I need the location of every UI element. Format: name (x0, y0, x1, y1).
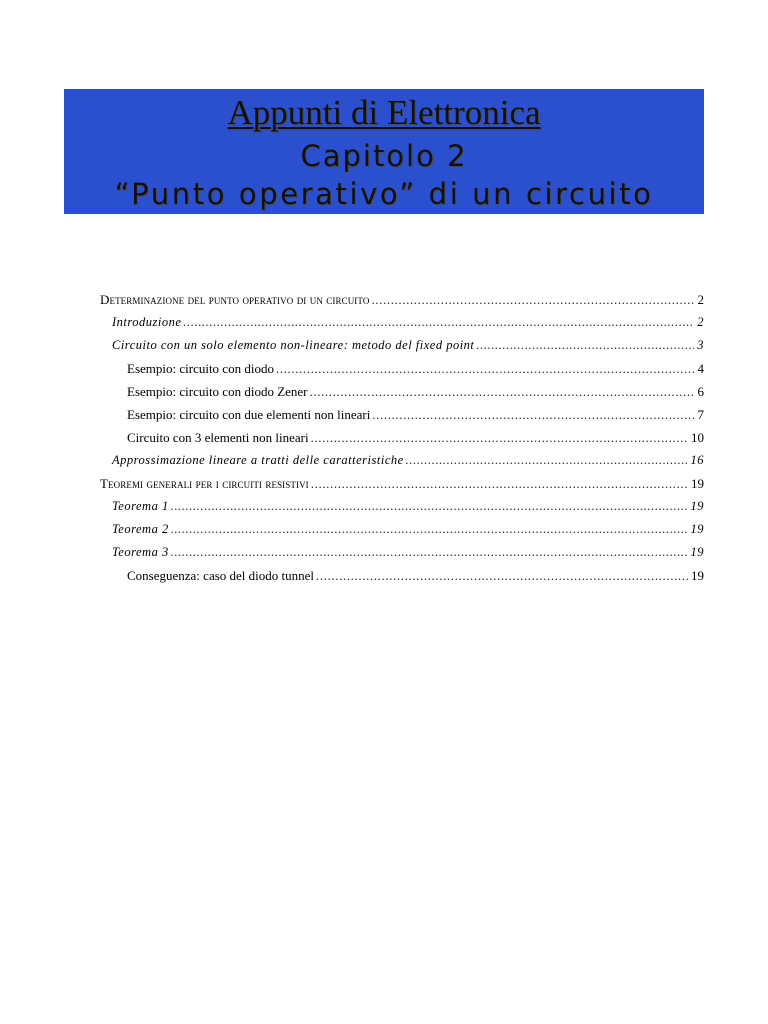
toc-entry[interactable] (100, 311, 704, 334)
toc-entry-page: 19 (690, 499, 704, 513)
toc-entry[interactable] (100, 541, 704, 564)
toc-entry-label: Esempio: circuito con diodo (127, 361, 274, 376)
toc-entry[interactable] (100, 403, 704, 426)
toc-leader-dots (276, 357, 695, 380)
toc-leader-dots (406, 449, 688, 472)
toc-entry-page: 16 (690, 453, 704, 467)
toc-entry[interactable] (100, 472, 704, 495)
toc-entry-page: 4 (697, 361, 704, 376)
chapter-number: Capitolo 2 (300, 139, 468, 173)
toc-entry-page: 2 (697, 292, 704, 307)
toc-entry-label: Approssimazione lineare a tratti delle caratteristiche (112, 453, 404, 467)
toc-entry[interactable] (100, 288, 704, 311)
toc-leader-dots (183, 311, 694, 334)
toc-entry-page: 6 (697, 384, 704, 399)
toc-entry-page: 3 (697, 338, 704, 352)
toc-entry-page: 19 (690, 522, 704, 536)
toc-leader-dots (371, 288, 694, 311)
toc-entry-page: 19 (690, 545, 704, 559)
toc-entry-page: 19 (691, 476, 704, 491)
toc-entry[interactable] (100, 564, 704, 587)
toc-entry-label: Circuito con un solo elemento non-lineare: metodo del fixed point (112, 338, 475, 352)
toc-entry[interactable] (100, 334, 704, 357)
toc-entry-page: 2 (697, 315, 704, 329)
toc-entry-label: Conseguenza: caso del diodo tunnel (127, 568, 315, 583)
toc-entry-label: Teorema 2 (112, 522, 169, 536)
toc-leader-dots (316, 564, 688, 587)
toc-leader-dots (171, 518, 688, 541)
chapter-title: “Punto operativo” di un circuito (114, 177, 654, 211)
toc-entry-label: Circuito con 3 elementi non lineari (127, 430, 309, 445)
toc-entry[interactable] (100, 357, 704, 380)
toc-entry-label: Teoremi generali per i circuiti resistivi (100, 476, 309, 491)
toc-entry-page: 10 (691, 430, 704, 445)
toc-entry-label: Teorema 3 (112, 545, 169, 559)
toc-entry-label: Teorema 1 (112, 499, 169, 513)
toc-leader-dots (372, 403, 694, 426)
toc-entry-label: Introduzione (112, 315, 182, 329)
table-of-contents (100, 288, 704, 587)
toc-leader-dots (311, 426, 688, 449)
toc-entry-label: Esempio: circuito con due elementi non lineari (127, 407, 371, 422)
toc-leader-dots (476, 334, 694, 357)
toc-entry-label: Esempio: circuito con diodo Zener (127, 384, 308, 399)
toc-entry-page: 19 (691, 568, 704, 583)
toc-entry-page: 7 (697, 407, 704, 422)
toc-leader-dots (311, 472, 688, 495)
toc-entry[interactable] (100, 449, 704, 472)
toc-leader-dots (171, 495, 688, 518)
toc-entry[interactable] (100, 518, 704, 541)
toc-entry-label: Determinazione del punto operativo di un circuito (100, 292, 370, 307)
toc-entry[interactable] (100, 495, 704, 518)
toc-leader-dots (310, 380, 695, 403)
toc-leader-dots (171, 541, 688, 564)
toc-entry[interactable] (100, 380, 704, 403)
title-banner (64, 89, 704, 214)
document-title: Appunti di Elettronica (227, 93, 541, 132)
toc-entry[interactable] (100, 426, 704, 449)
